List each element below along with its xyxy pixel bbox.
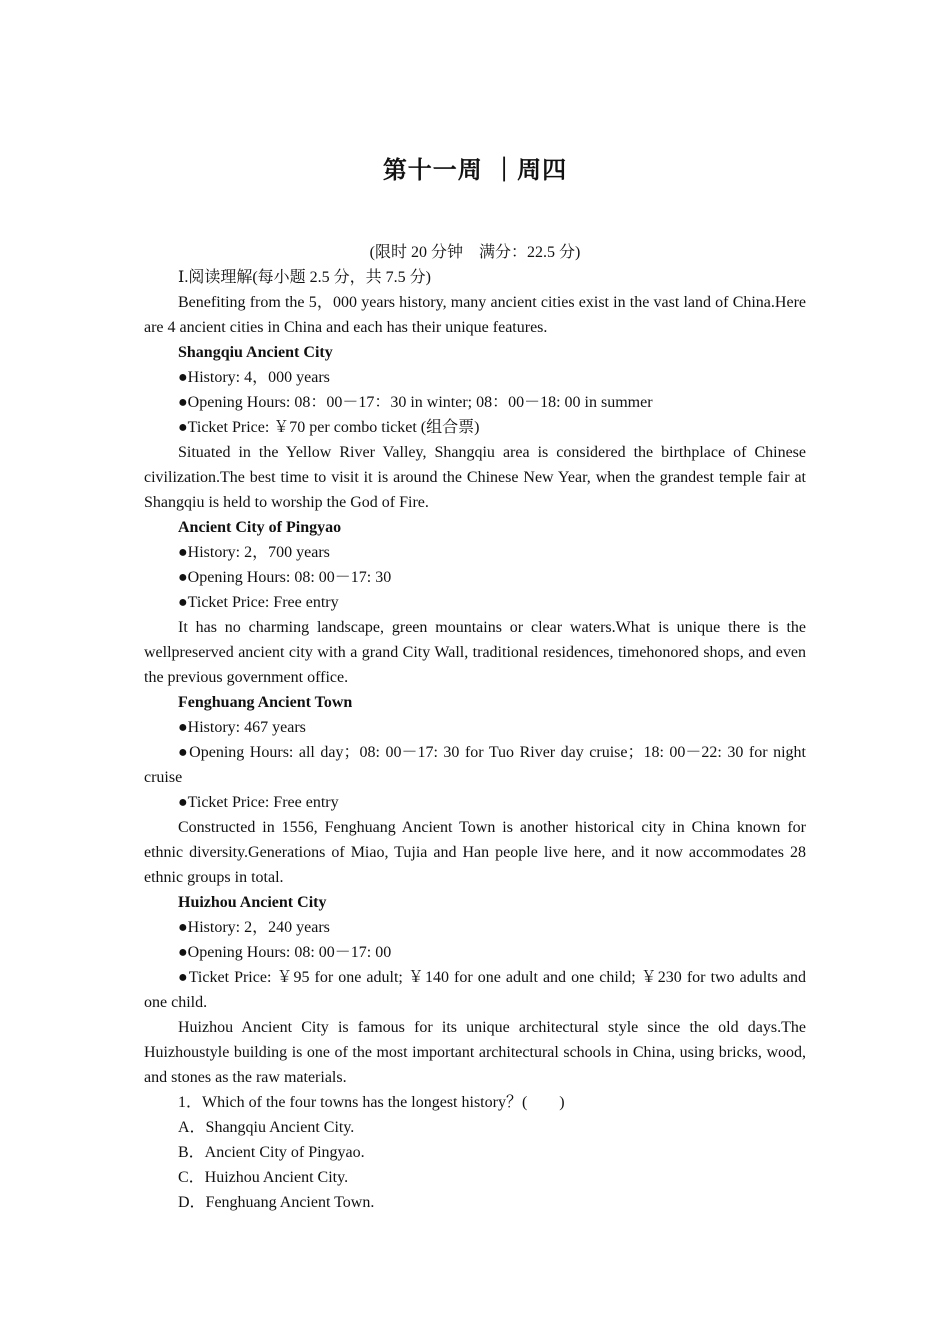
city-block-pingyao	[144, 515, 806, 690]
city-name: Ancient City of Pingyao	[178, 519, 342, 536]
page-title: 第十一周 ｜周四	[382, 156, 568, 184]
city-name: Shangqiu Ancient City	[178, 344, 333, 361]
city-opening-hours: ●Opening Hours: 08：00－17：30 in winter; 08：00－18: 00 in summer	[178, 394, 653, 411]
city-opening-hours: ●Opening Hours: all day；08: 00－17: 30 for Tuo River day cruise；18: 00－22: 30 for night cruise	[144, 744, 806, 786]
city-opening-hours: ●Opening Hours: 08: 00－17: 30	[178, 569, 392, 586]
city-opening-hours: ●Opening Hours: 08: 00－17: 00	[178, 944, 392, 961]
option-c: C．Huizhou Ancient City.	[178, 1169, 349, 1186]
section-heading: Ⅰ.阅读理解(每小题 2.5 分，共 7.5 分)	[178, 269, 431, 286]
question-stem: 1．Which of the four towns has the longest history？( )	[178, 1094, 565, 1111]
option-b: B．Ancient City of Pingyao.	[178, 1144, 365, 1161]
city-history: ●History: 2，240 years	[178, 919, 330, 936]
city-history: ●History: 467 years	[178, 719, 306, 736]
time-limit-note: (限时 20 分钟 满分：22.5 分)	[369, 244, 581, 261]
city-ticket-price: ●Ticket Price: Free entry	[178, 594, 339, 611]
city-description: It has no charming landscape, green mountains or clear waters.What is unique there is the wellpreserved ancient city with a grand City Wall, traditional residences, timehonored shops, and even the previous government office.	[144, 619, 806, 686]
city-description: Constructed in 1556, Fenghuang Ancient Town is another historical city in China known for ethnic diversity.Generations of Miao, Tujia and Han people live here, and it now accommodates 28 ethnic groups in total.	[144, 819, 806, 886]
city-history: ●History: 2，700 years	[178, 544, 330, 561]
city-block-shangqiu	[144, 340, 806, 515]
option-d: D．Fenghuang Ancient Town.	[178, 1194, 375, 1211]
city-history: ●History: 4，000 years	[178, 369, 330, 386]
city-ticket-price: ●Ticket Price: ￥70 per combo ticket (组合票)	[178, 419, 480, 436]
city-ticket-price: ●Ticket Price: ￥95 for one adult; ￥140 for one adult and one child; ￥230 for two adults and one child.	[144, 969, 806, 1011]
intro-paragraph: Benefiting from the 5，000 years history, many ancient cities exist in the vast land of China.Here are 4 ancient cities in China and each has their unique features.	[144, 294, 806, 336]
city-name: Huizhou Ancient City	[178, 894, 327, 911]
city-name: Fenghuang Ancient Town	[178, 694, 353, 711]
option-a: A．Shangqiu Ancient City.	[178, 1119, 355, 1136]
city-description: Situated in the Yellow River Valley, Shangqiu area is considered the birthplace of Chinese civilization.The best time to visit it is around the Chinese New Year, when the grandest temple fair at Shangqiu is held to worship the God of Fire.	[144, 444, 806, 511]
city-block-fenghuang	[144, 690, 806, 890]
city-ticket-price: ●Ticket Price: Free entry	[178, 794, 339, 811]
city-description: Huizhou Ancient City is famous for its unique architectural style since the old days.The Huizhoustyle building is one of the most important architectural schools in China, using bricks, wood, and stones as the raw materials.	[144, 1019, 806, 1086]
city-block-huizhou	[144, 890, 806, 1090]
document-body	[144, 240, 806, 1215]
question-block	[144, 1090, 806, 1215]
